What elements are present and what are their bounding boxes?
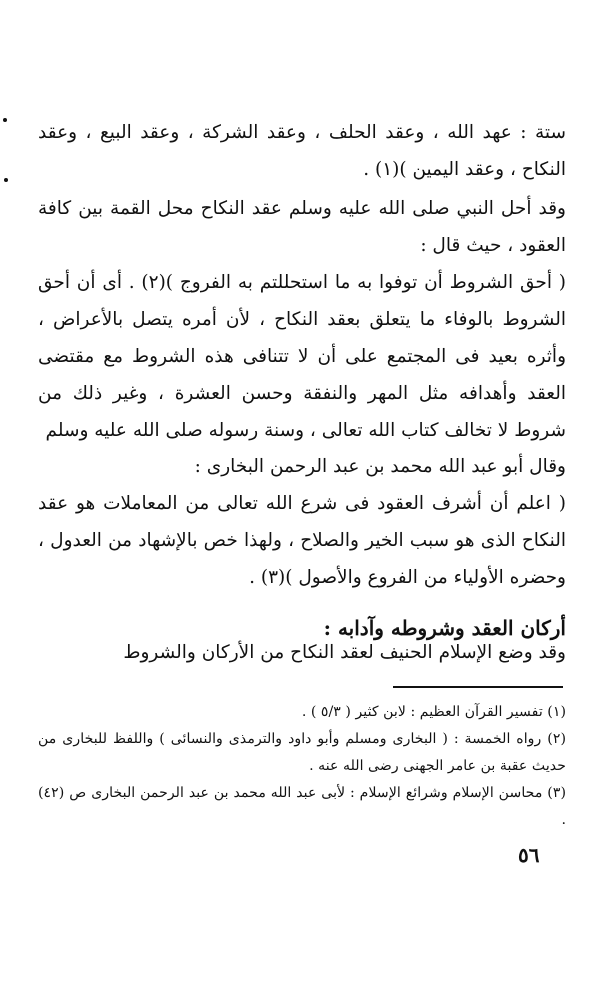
page-number: ٥٦: [518, 843, 540, 867]
paragraph-bukhari-intro: وقال أبو عبد الله محمد بن عبد الرحمن البخارى :: [194, 456, 566, 477]
paragraph-prophet-statement: وقد أحل النبي صلى الله عليه وسلم عقد النكاح محل القمة بين كافة العقود ، حيث قال :: [38, 198, 566, 256]
paragraph-section-start: وقد وضع الإسلام الحنيف لعقد النكاح من الأركان والشروط: [123, 642, 566, 663]
paragraph-bukhari-quote: ( اعلم أن أشرف العقود فى شرع الله تعالى من المعاملات هو عقد النكاح الذى هو سبب الخير والصلاح ، ولهذا خص بالإشهاد من العدول ، وحضره الأولياء من الفروع والأصول )(٣) .: [38, 493, 566, 588]
edge-mark: [4, 178, 8, 182]
footnote-divider: [393, 686, 563, 688]
footnote-3: (٣) محاسن الإسلام وشرائع الإسلام : لأبى عبد الله محمد بن عبد الرحمن البخارى ص (٤٢) .: [38, 785, 566, 828]
paragraph-contract-types: ستة : عهد الله ، وعقد الحلف ، وعقد الشركة ، وعقد البيع ، وعقد النكاح ، وعقد اليمين )(١) .: [38, 122, 566, 180]
footnote-1: (١) تفسير القرآن العظيم : لابن كثير ( ٥/٣ ) .: [301, 704, 566, 720]
section-heading: أركان العقد وشروطه وآدابه :: [323, 615, 566, 640]
footnotes: [38, 699, 566, 834]
edge-mark: [3, 118, 7, 122]
paragraph-hadith-conditions: ( أحق الشروط أن توفوا به ما استحللتم به الفروج )(٢) . أى أن أحق الشروط بالوفاء ما يتعلق بعقد النكاح ، لأن أمره يتصل بالأعراض ، وأثره بعيد فى المجتمع على أن لا تتنافى هذه الشروط مع مقتضى العقد وأهدافه مثل المهر والنفقة وحسن العشرة ، وغير ذلك من شروط لا تخالف كتاب الله تعالى ، وسنة رسوله صلى الله عليه وسلم: [38, 272, 566, 441]
footnote-2: (٢) رواه الخمسة : ( البخارى ومسلم وأبو داود والترمذى والنسائى ) واللفظ للبخارى من حديث عقبة بن عامر الجهنى رضى الله عنه .: [38, 731, 566, 774]
